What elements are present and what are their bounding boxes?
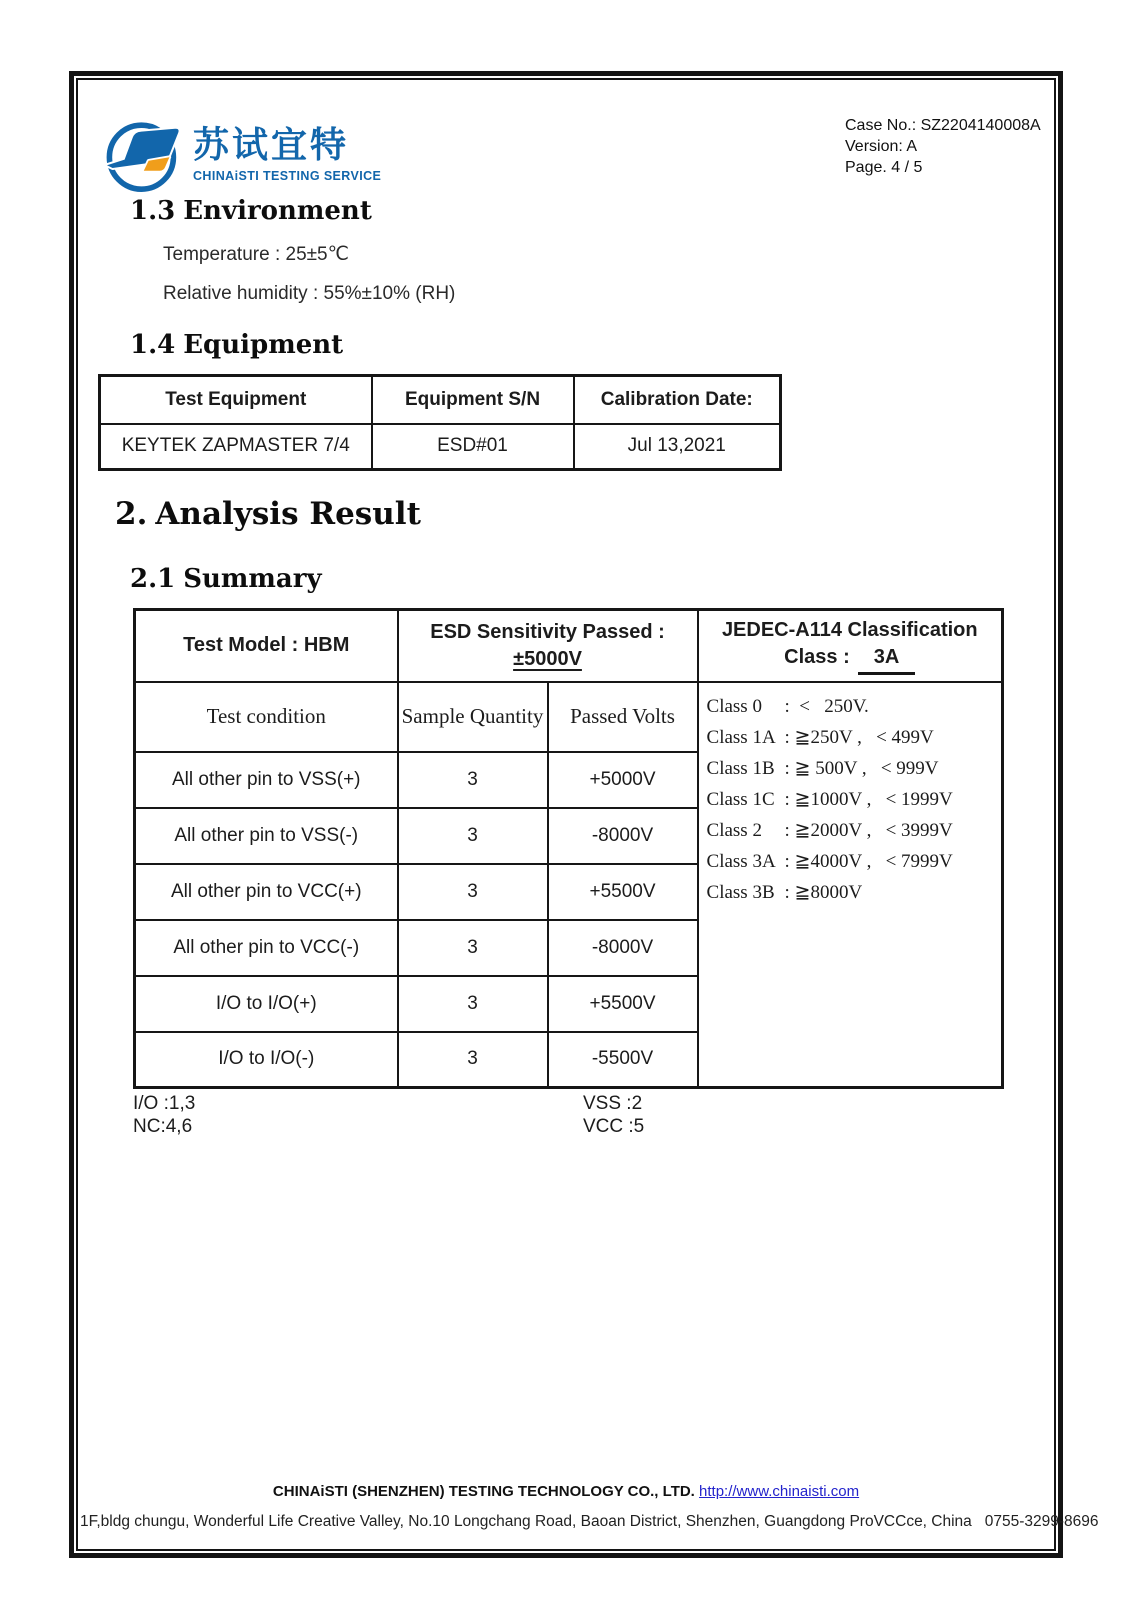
- equipment-table: [98, 374, 782, 471]
- note-vss: VSS :2: [583, 1093, 643, 1114]
- footer-company-line: [80, 1483, 1052, 1500]
- passed-volts: +5500V: [548, 976, 698, 1032]
- footer-company-name: CHINAiSTI (SHENZHEN) TESTING TECHNOLOGY CO., LTD.: [272, 1483, 700, 1500]
- summary-subheader-row: [135, 682, 1003, 752]
- esd-sensitivity-label: ESD Sensitivity Passed :: [430, 620, 665, 643]
- case-info: [845, 115, 1041, 178]
- section-environment-heading: [130, 196, 372, 226]
- jedec-class-value: 3A: [858, 644, 916, 675]
- section-equipment-heading: [130, 330, 343, 360]
- section-summary-heading: [130, 564, 322, 594]
- pin-notes-right: [583, 1092, 644, 1138]
- passed-volts: -8000V: [548, 920, 698, 976]
- temperature-line: Temperature : 25±5℃: [163, 244, 349, 265]
- jedec-class-line: Class 3B : ≧8000V: [706, 881, 863, 903]
- jedec-header-label: JEDEC-A114 Classification: [721, 618, 978, 641]
- note-vcc: VCC :5: [583, 1116, 645, 1137]
- col-header-equipment-sn: Equipment S/N: [372, 376, 574, 424]
- footer-address-line: 1F,bldg chungu, Wonderful Life Creative Valley, No.10 Longchang Road, Baoan District, Shenzhen, Guangdong ProVCCce, China 0755-3299-8696: [80, 1513, 1099, 1530]
- test-model-cell: Test Model : HBM: [135, 610, 398, 682]
- logo-english-name: CHINAiSTI TESTING SERVICE: [193, 168, 382, 183]
- jedec-class-label: Class :: [784, 645, 850, 668]
- jedec-class-list: [698, 682, 1003, 1088]
- col-header-calibration-date: Calibration Date:: [574, 376, 781, 424]
- section-number: 1.4: [130, 330, 176, 360]
- logo-text: [193, 126, 381, 183]
- pin-notes-left: [133, 1092, 195, 1138]
- passed-volts: +5500V: [548, 864, 698, 920]
- col-header-passed-volts: Passed Volts: [548, 682, 698, 752]
- test-condition: All other pin to VCC(-): [135, 920, 398, 976]
- sample-quantity: 3: [398, 1032, 548, 1088]
- jedec-class-line: Class 2 : ≧2000V , < 3999V: [706, 819, 953, 841]
- company-logo: [103, 114, 381, 194]
- section-number: 2.1: [130, 564, 176, 594]
- jedec-class-line: Class 1A : ≧250V , < 499V: [706, 726, 934, 748]
- test-condition: I/O to I/O(+): [135, 976, 398, 1032]
- note-io: I/O :1,3: [133, 1093, 196, 1114]
- sample-quantity: 3: [398, 752, 548, 808]
- sample-quantity: 3: [398, 808, 548, 864]
- logo-chinese-name: 苏试宜特: [193, 124, 350, 166]
- passed-volts: -8000V: [548, 808, 698, 864]
- jedec-class-line: Class 1C : ≧1000V , < 1999V: [706, 788, 953, 810]
- sample-quantity: 3: [398, 864, 548, 920]
- equipment-name: KEYTEK ZAPMASTER 7/4: [100, 424, 372, 470]
- passed-volts: +5000V: [548, 752, 698, 808]
- sample-quantity: 3: [398, 920, 548, 976]
- summary-header-row: [135, 610, 1003, 682]
- test-condition: I/O to I/O(-): [135, 1032, 398, 1088]
- logo-swoosh-icon: [103, 114, 183, 194]
- version: Version: A: [845, 138, 918, 155]
- test-condition: All other pin to VCC(+): [135, 864, 398, 920]
- jedec-class-line: Class 0 : < 250V.: [706, 695, 869, 717]
- equipment-table-row: [100, 424, 781, 470]
- section-title: Equipment: [183, 330, 344, 360]
- calibration-date: Jul 13,2021: [574, 424, 781, 470]
- section-analysis-heading: [115, 496, 421, 532]
- section-title: Analysis Result: [155, 496, 421, 532]
- footer-website-link[interactable]: http://www.chinaisti.com: [699, 1483, 860, 1500]
- note-nc: NC:4,6: [133, 1116, 193, 1137]
- test-condition: All other pin to VSS(-): [135, 808, 398, 864]
- page-number: Page. 4 / 5: [845, 159, 923, 176]
- passed-volts: -5500V: [548, 1032, 698, 1088]
- humidity-line: Relative humidity : 55%±10% (RH): [163, 283, 456, 304]
- case-number: Case No.: SZ2204140008A: [845, 117, 1041, 134]
- jedec-class-line: Class 3A : ≧4000V , < 7999V: [706, 850, 953, 872]
- col-header-sample-quantity: Sample Quantity: [398, 682, 548, 752]
- sample-quantity: 3: [398, 976, 548, 1032]
- section-number: 1.3: [130, 196, 176, 226]
- col-header-test-condition: Test condition: [135, 682, 398, 752]
- section-number: 2.: [115, 496, 148, 532]
- equipment-table-header-row: [100, 376, 781, 424]
- jedec-classification-cell: [698, 610, 1003, 682]
- jedec-class-line: Class 1B : ≧ 500V , < 999V: [706, 757, 939, 779]
- equipment-sn: ESD#01: [372, 424, 574, 470]
- test-condition: All other pin to VSS(+): [135, 752, 398, 808]
- col-header-test-equipment: Test Equipment: [100, 376, 372, 424]
- section-title: Summary: [183, 564, 322, 594]
- section-title: Environment: [183, 196, 372, 226]
- esd-sensitivity-cell: [398, 610, 698, 682]
- esd-passed-value: ±5000V: [513, 647, 582, 670]
- summary-table: [133, 608, 1004, 1089]
